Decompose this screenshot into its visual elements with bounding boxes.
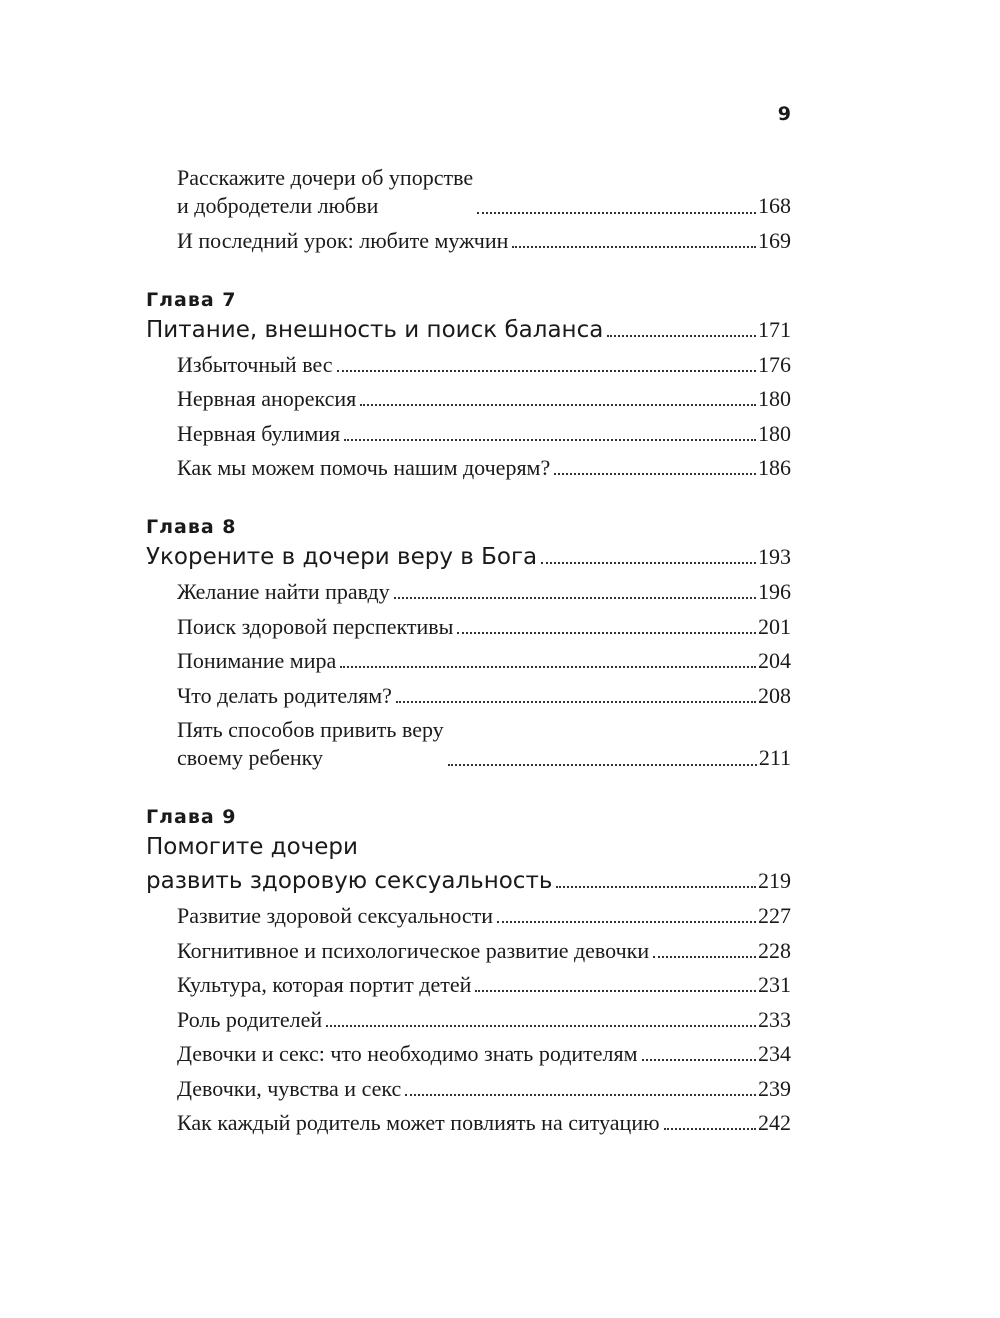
leader-dots [541,562,756,564]
toc-entry-page: 234 [758,1041,791,1066]
toc-entry-page: 228 [758,937,791,963]
toc-entry[interactable] [146,1075,791,1103]
chapter-title-text: развить здоровую сексуальность [146,868,553,894]
toc-entry[interactable] [146,351,791,379]
leader-dots [448,764,757,766]
toc-entry[interactable] [146,227,791,255]
toc-entry-title: Нервная булимия [177,420,341,446]
toc-entry-title: Как мы можем помочь нашим дочерям? [177,455,551,480]
toc-entry-page: 196 [758,579,791,604]
toc-entry[interactable] [146,1006,791,1034]
toc-entry-page: 239 [758,1075,791,1101]
leader-dots [512,246,756,248]
toc-entry[interactable] [146,164,791,220]
toc-entry-page: 168 [758,193,791,218]
leader-dots [607,335,756,337]
toc-entry-title: И последний урок: любите мужчин [177,227,509,253]
chapter-title-line: Помогите дочери [146,834,358,860]
toc-entry-title: Желание найти правду [177,579,390,604]
toc-entry-title: Понимание мира [177,648,337,673]
toc-entry-page: 201 [758,613,791,639]
leader-dots [405,1094,756,1096]
toc-entry[interactable] [146,613,791,641]
toc-entry-page: 176 [758,351,791,377]
leader-dots [394,597,756,599]
leader-dots [664,1128,756,1130]
leader-dots [360,404,756,406]
leader-dots [337,370,756,372]
chapter-title-text: Укорените в дочери веру в Бога [146,544,538,570]
toc-entry[interactable] [146,902,791,930]
leader-dots [556,886,756,888]
toc-entry-page: 233 [758,1006,791,1032]
toc-entry[interactable] [146,647,791,675]
toc-entry-title: Поиск здоровой перспективы [177,613,454,639]
toc-entry[interactable] [146,578,791,606]
toc-entry-page: 180 [758,420,791,446]
chapter-page: 193 [758,544,791,569]
toc-entry-page: 180 [758,386,791,411]
chapter-title[interactable] [146,313,791,347]
toc-entry[interactable] [146,385,791,413]
leader-dots [457,632,756,634]
table-of-contents [146,164,791,1144]
leader-dots [326,1025,756,1027]
toc-entry[interactable] [146,1040,791,1068]
chapter-page: 171 [758,316,791,342]
toc-entry-page: 242 [758,1110,791,1135]
toc-entry-page: 231 [758,972,791,997]
leader-dots [497,921,756,923]
toc-entry-title: Развитие здоровой сексуальности [177,903,494,928]
leader-dots [653,956,756,958]
leader-dots [344,439,756,441]
chapter-title[interactable] [146,864,791,898]
toc-entry-title: Избыточный вес [177,351,333,377]
chapter-page: 219 [758,868,791,893]
toc-entry-page: 211 [758,745,791,770]
toc-entry-title: Пять способов привить веру своему ребенку [177,717,444,770]
toc-entry-page: 208 [758,682,791,708]
toc-entry-title: Что делать родителям? [177,682,392,708]
leader-dots [340,666,756,668]
toc-entry-page: 227 [758,903,791,928]
chapter-label: Глава 9 [146,806,237,828]
toc-entry[interactable] [146,454,791,482]
page-number: 9 [777,103,791,125]
toc-entry-page: 204 [758,648,791,673]
leader-dots [642,1059,756,1061]
toc-entry-title: Культура, которая портит детей [177,972,472,997]
toc-entry[interactable] [146,1109,791,1137]
chapter-title-text: Питание, внешность и поиск баланса [146,316,604,343]
toc-entry[interactable] [146,682,791,710]
toc-entry[interactable] [146,971,791,999]
chapter-title[interactable] [146,540,791,574]
chapter-label: Глава 8 [146,516,237,538]
toc-entry-title: Как каждый родитель может повлиять на ситуацию [177,1110,660,1135]
toc-entry-title: Девочки и секс: что необходимо знать родителям [177,1041,638,1066]
chapter-label: Глава 7 [146,288,237,311]
leader-dots [554,473,756,475]
toc-entry-title: Нервная анорексия [177,386,357,411]
toc-entry-title: Роль родителей [177,1006,323,1032]
toc-entry[interactable] [146,716,791,772]
toc-entry-title: Когнитивное и психологическое развитие девочки [177,937,650,963]
toc-entry-title: Расскажите дочери об упорстве и добродетели любви [177,165,474,218]
leader-dots [477,212,756,214]
leader-dots [396,701,756,703]
toc-entry[interactable] [146,420,791,448]
toc-entry[interactable] [146,937,791,965]
leader-dots [475,990,756,992]
toc-entry-page: 186 [758,455,791,480]
toc-entry-page: 169 [758,227,791,253]
toc-entry-title: Девочки, чувства и секс [177,1075,402,1101]
